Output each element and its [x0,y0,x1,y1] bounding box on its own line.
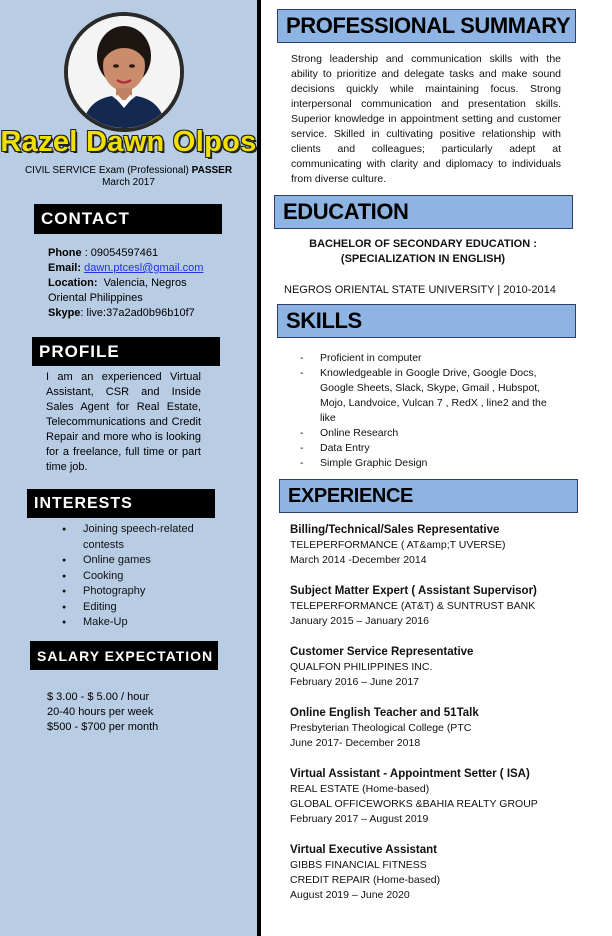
list-item: - Online Research [300,426,560,441]
job-title: Billing/Technical/Sales Representative [290,524,500,536]
location-label: Location: [48,277,98,289]
phone-value: : 09054597461 [84,247,159,259]
credential-exam: CIVIL SERVICE Exam (Professional) [24,165,189,176]
list-item: - Data Entry [300,441,560,456]
degree-line-1: BACHELOR OF SECONDARY EDUCATION : [309,238,537,250]
email-link[interactable]: dawn.ptcesl@gmail.com [84,262,204,274]
salary-line: $500 - $700 per month [47,721,159,733]
list-item: ● Online games [62,553,212,569]
job-company: QUALFON PHILIPPINES INC. [290,661,433,673]
job-title: Virtual Executive Assistant [290,844,438,856]
job-detail: CREDIT REPAIR (Home-based) [290,874,441,886]
profile-photo [64,12,184,132]
salary-line: $ 3.00 - $ 5.00 / hour [47,691,150,703]
skills-list [300,351,560,471]
credential-line [0,165,257,177]
phone-label: Phone [48,247,82,259]
school: NEGROS ORIENTAL STATE UNIVERSITY | 2010-2014 [284,284,556,296]
job-company: TELEPERFORMANCE ( AT&amp;T UVERSE) [290,539,506,551]
location-line-1: Valencia, Negros [103,277,187,289]
list-item: ● Joining speech-related contests [62,522,212,553]
contact-email [48,261,238,276]
job-dates: August 2019 – June 2020 [290,889,410,901]
credential-note [0,165,257,189]
list-item: - Knowledgeable in Google Drive, Google Docs, Google Sheets, Slack, Skype, Gmail , Hubspot, Mojo, Landvoice, Vulcan 7 , RedX , line2 and the like [300,366,560,426]
list-item: ● Cooking [62,569,212,585]
education-heading: EDUCATION [274,195,573,229]
job-company: Presbyterian Theological College (PTC [290,722,472,734]
contact-details [48,246,238,321]
job-entry [290,522,580,568]
job-dates: February 2016 – June 2017 [290,676,420,688]
job-dates: March 2014 -December 2014 [290,554,427,566]
experience-heading: EXPERIENCE [279,479,578,513]
email-label: Email: [48,262,82,274]
degree [288,237,558,267]
list-item: ● Photography [62,584,212,600]
job-entry [290,644,580,690]
salary-details [47,690,237,735]
job-detail: REAL ESTATE (Home-based) [290,783,430,795]
job-entry [290,766,580,827]
salary-heading: SALARY EXPECTATION [30,641,218,670]
job-dates: January 2015 – January 2016 [290,615,429,627]
skype-value: : live:37a2ad0b96b10f7 [80,307,195,319]
summary-text: Strong leadership and communication skills with the ability to prioritize and delegate tasks and make sound decisions quickly while maintaining focus. Strong interpersonal communication and presentation skills. Superior knowledge in appointment setting and customer service. Skilled in cultivating positive relationship with clients and colleagues; particularly adept at communicating with clarity and diplomacy to individuals from diverse culture. [291,53,561,185]
job-title: Online English Teacher and 51Talk [290,707,479,719]
location-line-2: Oriental Philippines [48,292,143,304]
contact-heading: CONTACT [34,204,222,234]
contact-phone [48,246,238,261]
interests-heading: INTERESTS [27,489,215,518]
job-entry [290,705,580,751]
credential-date: March 2017 [102,177,155,188]
credential-status: PASSER [191,165,233,176]
skype-label: Skype [48,307,81,319]
job-company: GLOBAL OFFICEWORKS &BAHIA REALTY GROUP [290,798,538,810]
list-item: ● Editing [62,600,212,616]
job-entry [290,842,580,903]
interests-list [62,522,212,631]
job-title: Virtual Assistant - Appointment Setter ( ISA) [290,768,530,780]
contact-skype [48,306,238,321]
list-item: ● Make-Up [62,615,212,631]
summary-heading: PROFESSIONAL SUMMARY [277,9,576,43]
job-dates: February 2017 – August 2019 [290,813,429,825]
job-title: Customer Service Representative [290,646,474,658]
job-title: Subject Matter Expert ( Assistant Supervisor) [290,585,537,597]
skills-heading: SKILLS [277,304,576,338]
experience-list [290,522,580,918]
profile-heading: PROFILE [32,337,220,366]
job-company: GIBBS FINANCIAL FITNESS [290,859,427,871]
job-company: TELEPERFORMANCE (AT&T) & SUNTRUST BANK [290,600,536,612]
candidate-name: Razel Dawn Olpos [0,126,257,158]
contact-location [48,276,238,291]
column-divider [257,0,261,936]
degree-line-2: (SPECIALIZATION IN ENGLISH) [340,253,506,265]
list-item: - Simple Graphic Design [300,456,560,471]
job-dates: June 2017- December 2018 [290,737,421,749]
salary-line: 20-40 hours per week [47,706,154,718]
list-item: - Proficient in computer [300,351,560,366]
profile-text: I am an experienced Virtual Assistant, CSR and Inside Sales Agent for Real Estate, Telecommunications and Credit Repair and more who is looking for a freelance, full time or part time job. [46,371,201,473]
job-entry [290,583,580,629]
